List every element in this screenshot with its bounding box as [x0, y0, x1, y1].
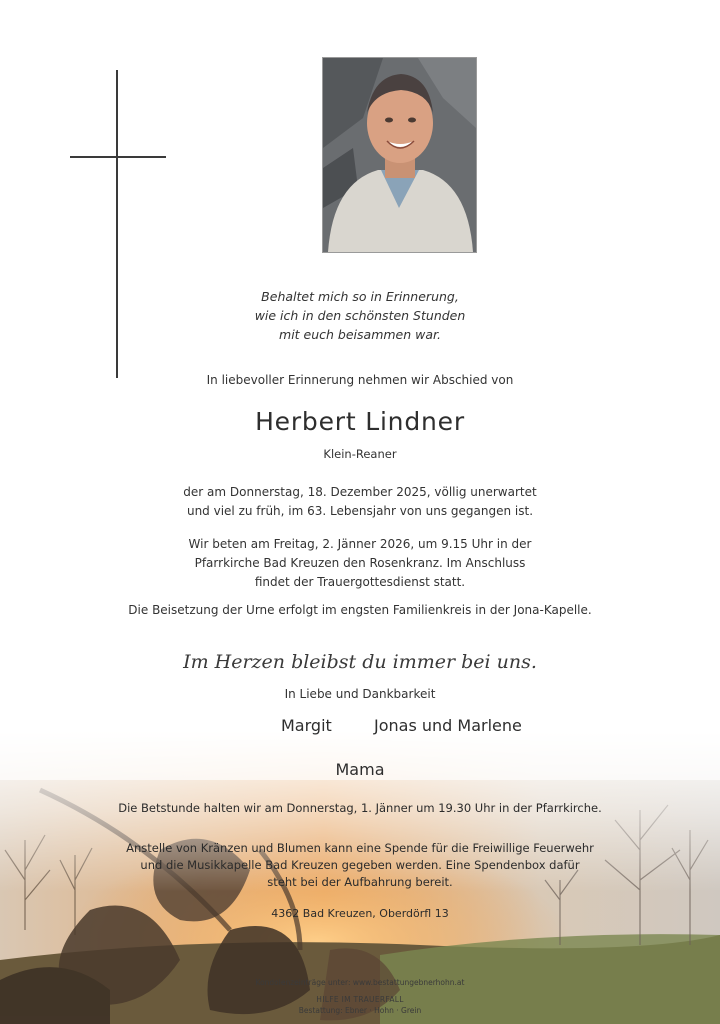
prayer-line: findet der Trauergottesdienst statt.	[254, 575, 466, 589]
quote-line: wie ich in den schönsten Stunden	[254, 308, 466, 323]
address: 4362 Bad Kreuzen, Oberdörfl 13	[271, 907, 449, 920]
prayer-line: Pfarrkirche Bad Kreuzen den Rosenkranz. Im Anschluss	[194, 556, 526, 570]
mourner-name: Margit	[281, 716, 332, 735]
mourner-mama: Mama	[335, 760, 385, 779]
prayer-notice	[0, 535, 720, 592]
intro-text: In liebevoller Erinnerung nehmen wir Abschied von	[206, 373, 514, 387]
mourner-name: Jonas und Marlene	[374, 716, 522, 735]
betstunde-notice: Die Betstunde halten wir am Donnerstag, 1. Jänner um 19.30 Uhr in der Pfarrkirche.	[118, 801, 602, 815]
condolence-link[interactable]: Kondolenzeinträge unter: www.bestattungebnerhohn.at	[255, 978, 465, 987]
donation-notice	[0, 840, 720, 891]
death-notice-line: und viel zu früh, im 63. Lebensjahr von uns gegangen ist.	[186, 504, 534, 518]
thanks-line: In Liebe und Dankbarkeit	[284, 687, 436, 701]
help-label: HILFE IM TRAUERFALL	[316, 995, 404, 1004]
deceased-name: Herbert Lindner	[255, 407, 465, 436]
funeral-home-label: Bestattung: Ebner · Hohn · Grein	[298, 1006, 422, 1015]
donation-line: und die Musikkapelle Bad Kreuzen gegeben werden. Eine Spendenbox dafür	[140, 858, 580, 872]
quote-line: mit euch beisammen war.	[279, 327, 441, 342]
death-notice-line: der am Donnerstag, 18. Dezember 2025, völlig unerwartet	[183, 485, 537, 499]
deceased-nickname: Klein-Reaner	[323, 447, 397, 461]
script-farewell-line: Im Herzen bleibst du immer bei uns.	[183, 651, 537, 673]
mourners-row	[0, 716, 720, 738]
quote-line: Behaltet mich so in Erinnerung,	[261, 289, 459, 304]
burial-notice: Die Beisetzung der Urne erfolgt im engsten Familienkreis in der Jona-Kapelle.	[128, 603, 592, 617]
prayer-line: Wir beten am Freitag, 2. Jänner 2026, um 9.15 Uhr in der	[188, 537, 532, 551]
memorial-quote	[0, 287, 720, 344]
donation-line: steht bei der Aufbahrung bereit.	[267, 875, 453, 889]
portrait-photo	[322, 57, 477, 253]
donation-line: Anstelle von Kränzen und Blumen kann eine Spende für die Freiwillige Feuerwehr	[126, 841, 594, 855]
death-notice	[0, 483, 720, 521]
